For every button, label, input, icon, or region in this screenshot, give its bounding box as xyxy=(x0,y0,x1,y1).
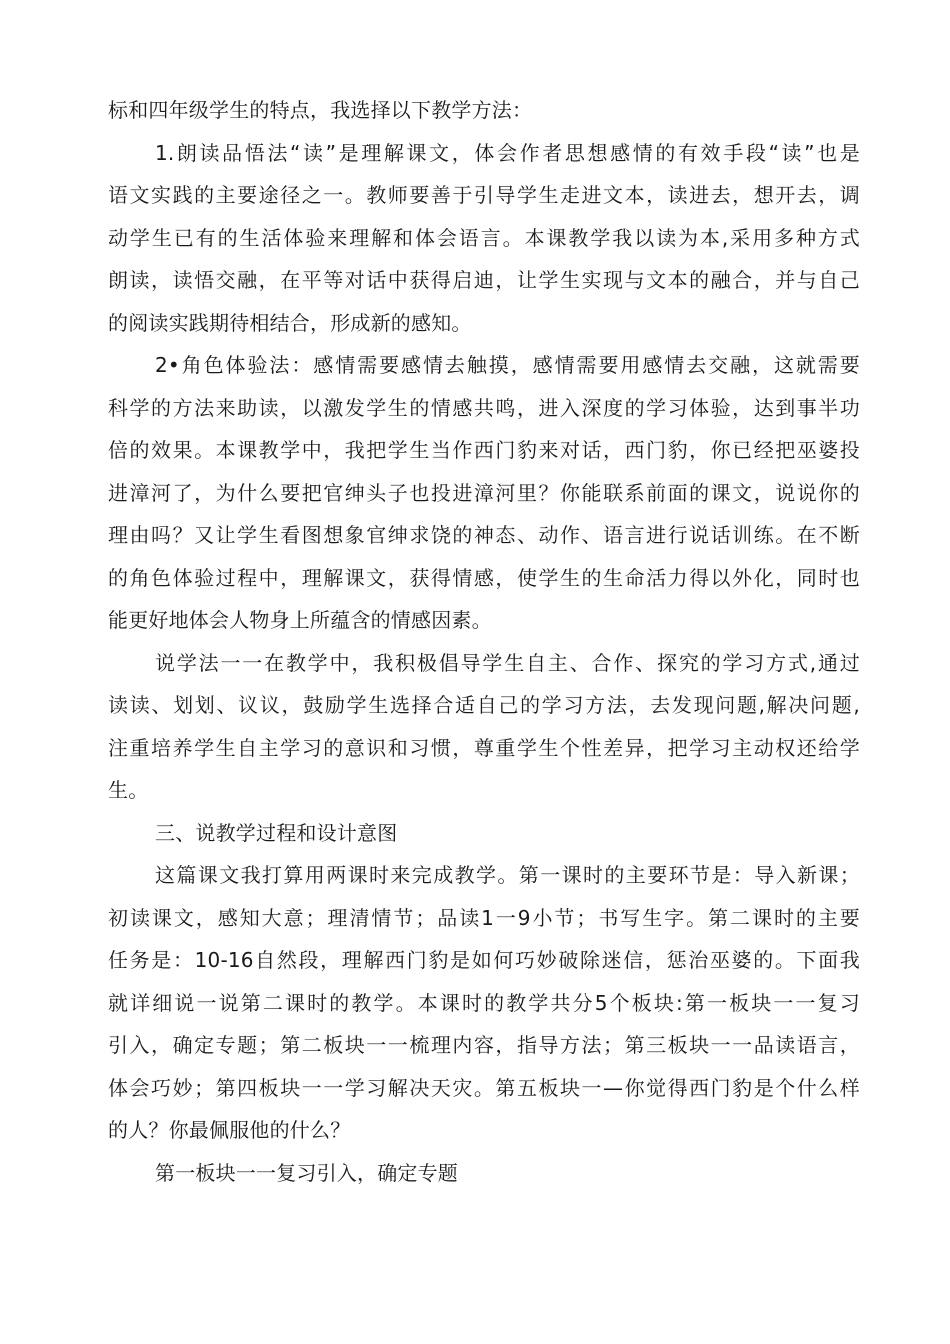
text-line: 三、说教学过程和设计意图 xyxy=(155,820,398,845)
text-line: 语文实践的主要途径之一。教师要善于引导学生走进文本，读进去，想开去，调 xyxy=(108,183,860,207)
text-line: 2•角色体验法：感情需要感情去触摸，感情需要用感情去交融，这就需要 xyxy=(155,353,860,377)
text-line: 这篇课文我打算用两课时来完成教学。第一课时的主要环节是：导入新课； xyxy=(155,863,860,887)
text-line: 的阅读实践期待相结合，形成新的感知。 xyxy=(108,310,472,335)
body-text xyxy=(108,89,860,1194)
text-line: 第一板块一一复习引入，确定专题 xyxy=(155,1160,458,1185)
text-line: 标和四年级学生的特点，我选择以下教学方法： xyxy=(108,98,533,122)
text-line: 就详细说一说第二课时的教学。本课时的教学共分5个板块:第一板块一一复习 xyxy=(108,990,860,1015)
paragraph-teaching-process xyxy=(108,854,860,1152)
text-line: 理由吗？又让学生看图想象官绅求饶的神态、动作、语言进行说话训练。在不断 xyxy=(108,523,860,547)
text-line: 进漳河了，为什么要把官绅头子也投进漳河里？你能联系前面的课文，说说你的 xyxy=(108,480,860,505)
text-line: 读读、划划、议议，鼓励学生选择合适自己的学习方法，去发现问题,解决问题, xyxy=(108,693,860,717)
text-line: 引入，确定专题；第二板块一一梳理内容，指导方法；第三板块一一品读语言， xyxy=(108,1033,860,1057)
text-line: 朗读，读悟交融，在平等对话中获得启迪，让学生实现与文本的融合，并与自己 xyxy=(108,268,860,292)
text-line: 科学的方法来助读，以激发学生的情感共鸣，进入深度的学习体验，达到事半功 xyxy=(108,395,860,420)
paragraph-intro xyxy=(108,89,860,132)
text-line: 倍的效果。本课教学中，我把学生当作西门豹来对话，西门豹，你已经把巫婆投 xyxy=(108,438,860,462)
text-line: 的人？你最佩服他的什么？ xyxy=(108,1118,351,1142)
paragraph-role-method xyxy=(108,344,860,642)
text-line: 动学生已有的生活体验来理解和体会语言。本课教学我以读为本,采用多种方式 xyxy=(108,225,860,250)
text-line: 说学法一一在教学中，我积极倡导学生自主、合作、探究的学习方式,通过 xyxy=(155,650,860,675)
text-line: 的角色体验过程中，理解课文，获得情感，使学生的生命活力得以外化，同时也 xyxy=(108,565,860,590)
paragraph-reading-method xyxy=(108,132,860,345)
text-line: 能更好地体会人物身上所蕴含的情感因素。 xyxy=(108,608,492,632)
paragraph-learning-method xyxy=(108,642,860,812)
text-line: 生。 xyxy=(108,778,149,802)
subsection-heading xyxy=(108,1152,860,1195)
text-line: 体会巧妙；第四板块一一学习解决天灾。第五板块一—你觉得西门豹是个什么样 xyxy=(108,1075,860,1100)
text-line: 1.朗读品悟法“读”是理解课文，体会作者思想感情的有效手段“读”也是 xyxy=(155,140,860,165)
text-line: 任务是：10-16自然段，理解西门豹是如何巧妙破除迷信，惩治巫婆的。下面我 xyxy=(108,948,860,972)
text-line: 初读课文，感知大意；理清情节；品读1一9小节；书写生字。第二课时的主要 xyxy=(108,905,860,930)
text-line: 注重培养学生自主学习的意识和习惯，尊重学生个性差异，把学习主动权还给学 xyxy=(108,735,860,760)
section-heading xyxy=(108,812,860,855)
